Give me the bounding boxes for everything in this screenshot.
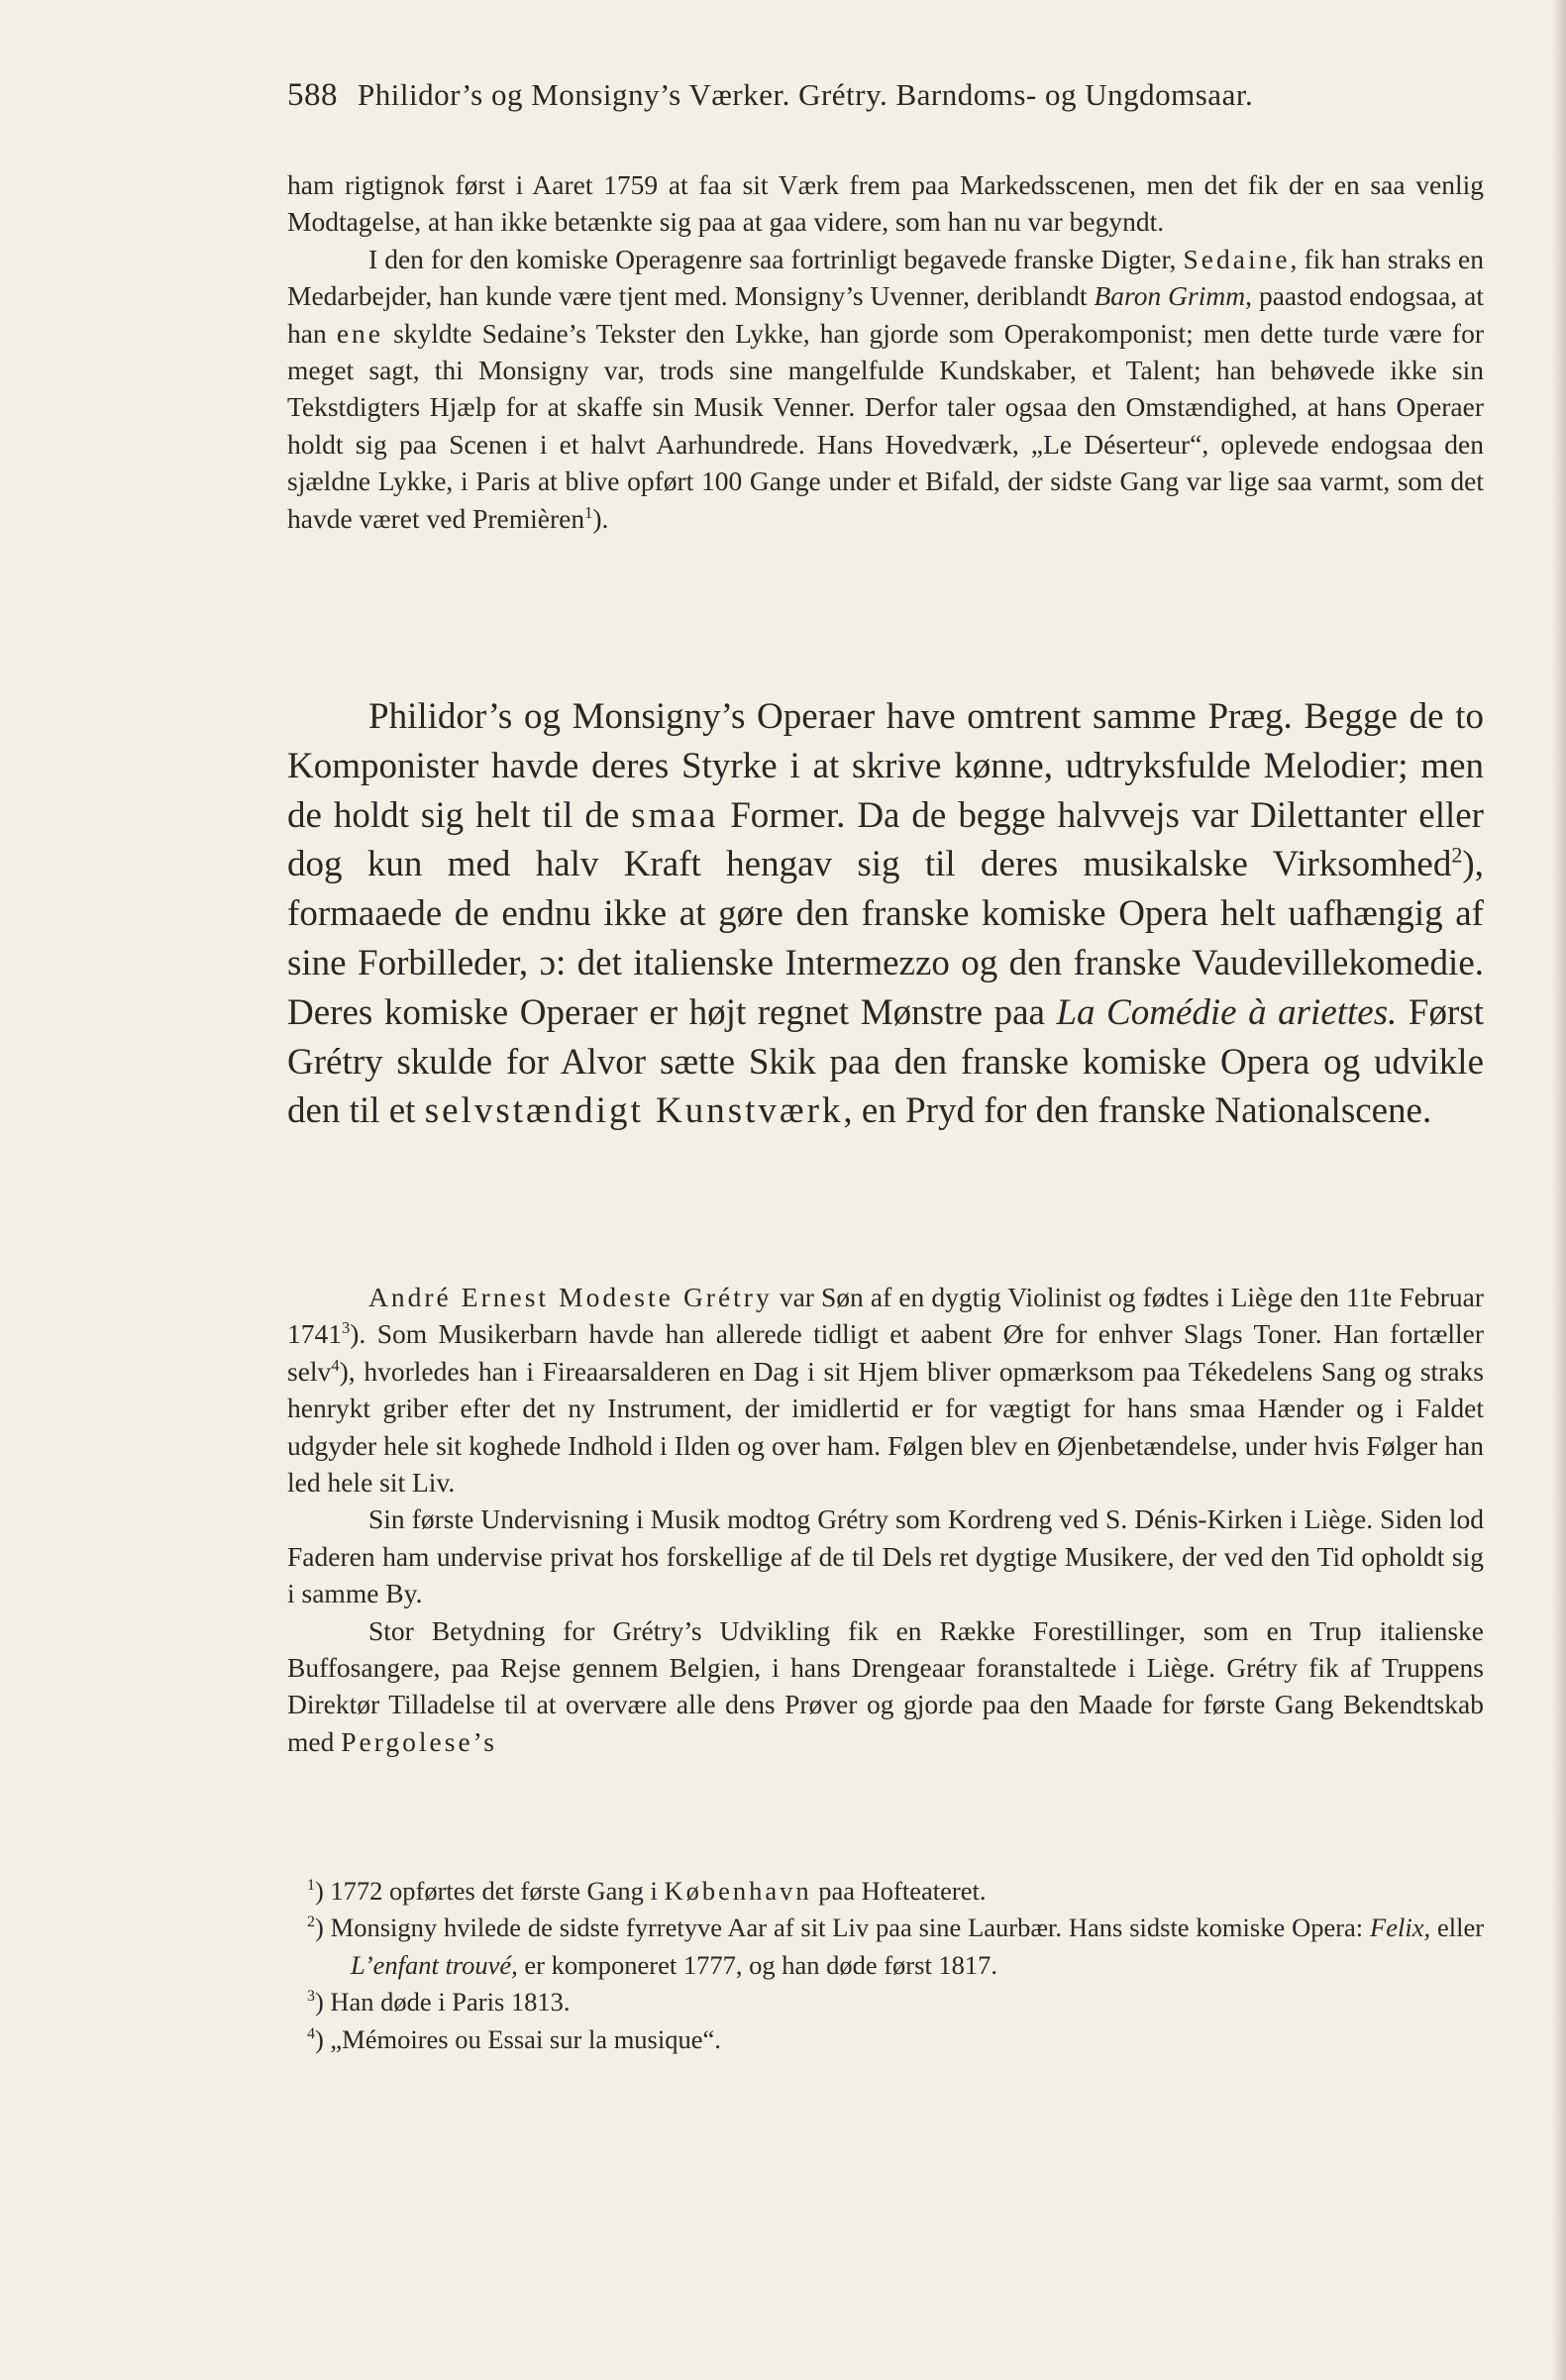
footnotes bbox=[287, 1873, 1484, 2058]
person-name: Pergolese’s bbox=[341, 1725, 497, 1757]
running-header bbox=[287, 77, 1436, 114]
person-name-italic: Baron Grimm bbox=[1094, 280, 1246, 312]
paragraph-continued: ham rigtignok først i Aaret 1759 at faa sit Værk frem paa Markedsscenen, men det fik der en saa venlig Modtagelse, at han ikke betænkte sig paa at gaa videre, som han nu var begyndt. bbox=[287, 169, 1484, 238]
running-title: Philidor’s og Monsigny’s Værker. Grétry. Barndoms- og Ungdomsaar. bbox=[358, 77, 1254, 112]
page-edge-shadow bbox=[1552, 0, 1566, 2380]
person-name: André Ernest Modeste Grétry bbox=[368, 1282, 773, 1312]
section-large-print bbox=[287, 692, 1484, 1136]
paragraph-sedaine: I den for den komiske Operagenre saa fortrinligt begavede franske Digter, Sedaine, fik han straks en Medarbejder, han kunde være tjent med. Monsigny’s Uvenner, deriblandt Baron Grimm, paastod endogsaa, at han ene skyldte Sedaine’s Tekster den Lykke, han gjorde som Operakomponist; men dette turde være for meget sagt, thi Monsigny var, trods sine mangelfulde Kundskaber, et Talent; han behøvede ikke sin Tekstdigters Hjælp for at skaffe sin Musik Venner. Derfor taler ogsaa den Omstændighed, at hans Operaer holdt sig paa Scenen i et halvt Aarhundrede. Hans Hovedværk, „Le Déserteur“, oplevede endogsaa den sjældne Lykke, i Paris at blive opført 100 Gange under et Bifald, der sidste Gang var lige saa varmt, som det havde været ved Premièren$^1$). bbox=[287, 243, 1485, 534]
footnote-ref-4: 4 bbox=[331, 1355, 340, 1375]
page-number: 588 bbox=[287, 77, 338, 113]
emphasis-spaced: selvstændigt Kunstværk bbox=[424, 1090, 844, 1132]
footnote-ref-1: 1 bbox=[584, 502, 593, 522]
footnote-3: $^3$) Han døde i Paris 1813. bbox=[307, 1987, 571, 2018]
emphasis-spaced: smaa bbox=[631, 794, 719, 836]
paragraph-buffo: Stor Betydning for Grétry’s Udvikling fik en Række Forestillinger, som en Trup italienske Buffosangere, paa Rejse gennem Belgien, i hans Drengeaar foranstaltede i Liège. Grétry fik af Truppens Direktør Tilladelse til at overvære alle dens Prøver og gjorde paa den Maade for første Gang Bekendtskab med Pergolese’s bbox=[287, 1614, 1484, 1757]
footnote-ref-3: 3 bbox=[342, 1318, 351, 1338]
genre-title-italic: La Comédie à ariettes. bbox=[1056, 991, 1398, 1033]
paragraph-birth: André Ernest Modeste Grétry var Søn af en dygtig Violinist og fødtes i Liège den 11te Februar 1741$^3$). Som Musikerbarn havde han allerede tidligt et aabent Øre for enhver Slags Toner. Han fortæller selv$^4$), hvorledes han i Fireaarsalderen en Dag i sit Hjem bliver opmærksom paa Tékedelens Sang og straks henrykt griber efter det ny Instrument, der imidlertid er for vægtigt for hans smaa Hænder og i Faldet udgyder hele sit koghede Indhold i Ilden og over ham. Følgen blev en Øjenbetændelse, under hvis Følger han led hele sit Liv. bbox=[287, 1282, 1484, 1499]
footnote-1: $^1$) 1772 opførtes det første Gang i København paa Hofteateret. bbox=[307, 1876, 987, 1906]
paragraph-operas: Philidor’s og Monsigny’s Operaer have omtrent samme Præg. Begge de to Komponister havde deres Styrke i at skrive kønne, udtryksfulde Melodier; men de holdt sig helt til de smaa Former. Da de begge halvvejs var Dilettanter eller dog kun med halv Kraft hengav sig til deres musikalske Virksomhed$^2$), formaaede de endnu ikke at gøre den franske komiske Opera helt uafhængig af sine Forbilleder, ɔ: det italienske Intermezzo og den franske Vaudevillekomedie. Deres komiske Operaer er højt regnet Mønstre paa La Comédie à ariettes. Først Grétry skulde for Alvor sætte Skik paa den franske komiske Opera og udvikle den til et selvstændigt Kunstværk, en Pryd for den franske Nationalscene. bbox=[287, 696, 1485, 1132]
emphasis-spaced: ene bbox=[336, 317, 383, 349]
person-name: Sedaine bbox=[1183, 243, 1291, 274]
footnote-ref-2: 2 bbox=[1451, 843, 1463, 869]
footnote-2: $^2$) Monsigny hvilede de sidste fyrretyve Aar af sit Liv paa sine Laurbær. Hans sidste komiske Opera: Felix, eller L’enfant trouvé, er komponeret 1777, og han døde først 1817. bbox=[307, 1913, 1485, 1980]
footnote-4: $^4$) „Mémoires ou Essai sur la musique“. bbox=[307, 2023, 721, 2054]
paragraph-education: Sin første Undervisning i Musik modtog Grétry som Kordreng ved S. Dénis-Kirken i Liège. Siden lod Faderen ham undervise privat hos forskellige af de til Dels ret dygtige Musikere, der ved den Tid opholdt sig i samme By. bbox=[287, 1503, 1484, 1609]
section-continuation bbox=[287, 166, 1484, 537]
section-gretry bbox=[287, 1279, 1484, 1760]
